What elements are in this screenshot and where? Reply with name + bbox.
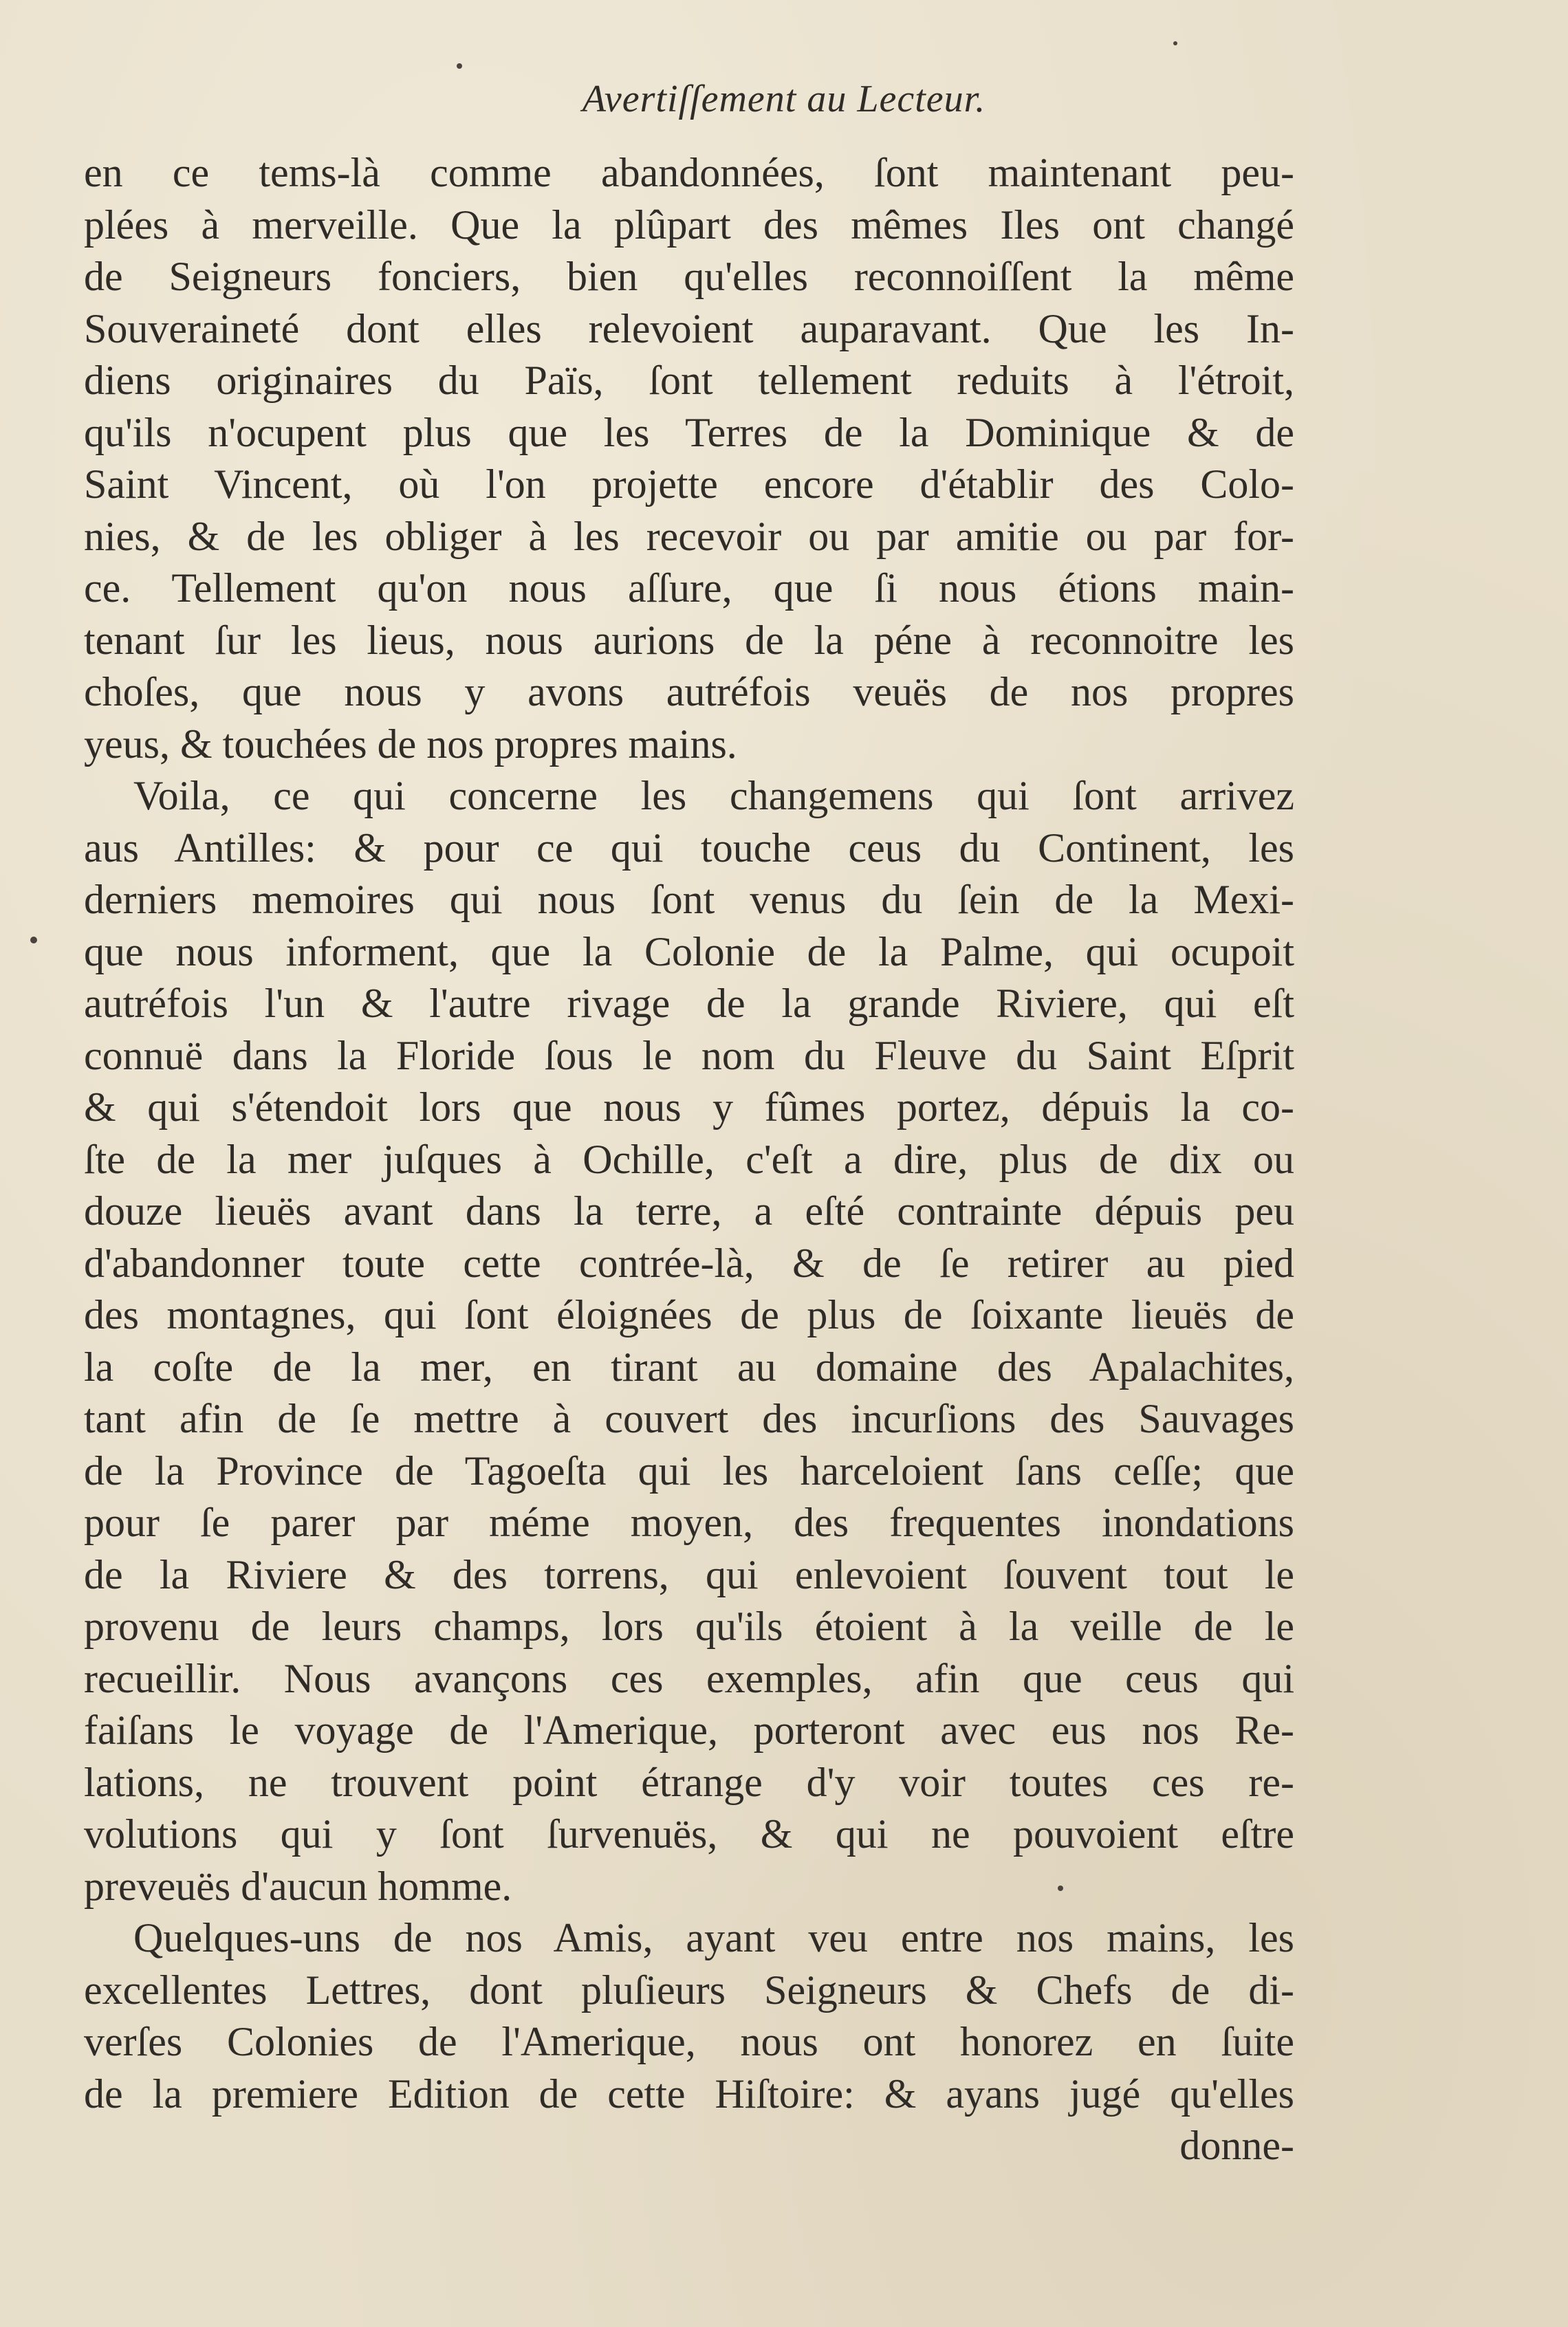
text-line: des montagnes, qui ſont éloignées de plus de ſoixante lieuës de	[84, 1292, 1294, 1337]
text-line: de la Riviere & des torrens, qui enlevoient ſouvent tout le	[84, 1551, 1294, 1597]
body-text	[84, 147, 1294, 2172]
text-line: Quelques-uns de nos Amis, ayant veu entre nos mains, les	[133, 1915, 1294, 1960]
text-line: diens originaires du Païs, ſont tellement reduits à l'étroit,	[84, 358, 1294, 403]
text-line: ſte de la mer juſques à Ochille, c'eſt a dire, plus de dix ou	[84, 1136, 1294, 1182]
text-line: connuë dans la Floride ſous le nom du Fleuve du Saint Eſprit	[84, 1032, 1294, 1078]
paragraph-1	[84, 147, 1294, 770]
text-line: pour ſe parer par méme moyen, des frequentes inondations	[84, 1500, 1294, 1545]
text-line: la coſte de la mer, en tirant au domaine des Apalachites,	[84, 1344, 1294, 1390]
text-line: preveuës d'aucun homme.	[84, 1863, 512, 1909]
text-line: aus Antilles: & pour ce qui touche ceus du Continent, les	[84, 824, 1294, 871]
text-line: lations, ne trouvent point étrange d'y voir toutes ces re-	[84, 1759, 1294, 1805]
text-line: yeus, & touchées de nos propres mains.	[84, 721, 737, 767]
text-line: Saint Vincent, où l'on projette encore d'établir des Colo-	[84, 461, 1294, 507]
text-line: d'abandonner toute cette contrée-là, & de ſe retirer au pied	[84, 1240, 1294, 1286]
text-line: autréfois l'un & l'autre rivage de la grande Riviere, qui eſt	[84, 981, 1294, 1026]
text-line: de Seigneurs fonciers, bien qu'elles reconnoiſſent la même	[84, 254, 1294, 299]
text-line: tant afin de ſe mettre à couvert des incurſions des Sauvages	[84, 1396, 1294, 1441]
text-line: Voila, ce qui concerne les changemens qui ſont arrivez	[133, 773, 1294, 818]
ink-speck	[1173, 41, 1177, 45]
text-line: plées à merveille. Que la plûpart des mêmes Iles ont changé	[84, 201, 1294, 248]
catchword: donne-	[1179, 2123, 1294, 2168]
text-line: excellentes Lettres, dont pluſieurs Seigneurs & Chefs de di-	[84, 1967, 1294, 2013]
ink-speck	[30, 937, 37, 943]
text-line: & qui s'étendoit lors que nous y fûmes portez, dépuis la co-	[84, 1084, 1294, 1130]
text-line: ce. Tellement qu'on nous aſſure, que ſi nous étions main-	[84, 565, 1294, 611]
text-line: verſes Colonies de l'Amerique, nous ont honorez en ſuite	[84, 2019, 1294, 2064]
text-line: de la premiere Edition de cette Hiſtoire: & ayans jugé qu'elles	[84, 2071, 1294, 2117]
text-line: de la Province de Tagoeſta qui les harceloient ſans ceſſe; que	[84, 1447, 1294, 1494]
text-line: derniers memoires qui nous ſont venus du ſein de la Mexi-	[84, 877, 1294, 922]
text-line: provenu de leurs champs, lors qu'ils étoient à la veille de le	[84, 1604, 1294, 1649]
text-line: nies, & de les obliger à les recevoir ou par amitie ou par for-	[84, 513, 1294, 559]
text-line: que nous informent, que la Colonie de la Palme, qui ocupoit	[84, 928, 1294, 974]
text-line: tenant ſur les lieus, nous aurions de la péne à reconnoitre les	[84, 617, 1294, 663]
text-line: Souveraineté dont elles relevoient auparavant. Que les In-	[84, 305, 1294, 351]
text-line: en ce tems-là comme abandonnées, ſont maintenant peu-	[84, 150, 1294, 195]
paragraph-3	[84, 1912, 1294, 2120]
text-line: faiſans le voyage de l'Amerique, porteront avec eus nos Re-	[84, 1707, 1294, 1753]
text-line: douze lieuës avant dans la terre, a eſté contrainte dépuis peu	[84, 1188, 1294, 1234]
text-line: qu'ils n'ocupent plus que les Terres de la Dominique & de	[84, 409, 1294, 455]
ink-speck	[457, 63, 462, 69]
text-line: recueillir. Nous avançons ces exemples, afin que ceus qui	[84, 1655, 1294, 1701]
text-line: volutions qui y ſont ſurvenuës, & qui ne pouvoient eſtre	[84, 1811, 1294, 1857]
running-header: Avertiſſement au Lecteur.	[582, 78, 986, 120]
paragraph-2	[84, 770, 1294, 1912]
text-line: choſes, que nous y avons autréfois veuës de nos propres	[84, 669, 1294, 714]
